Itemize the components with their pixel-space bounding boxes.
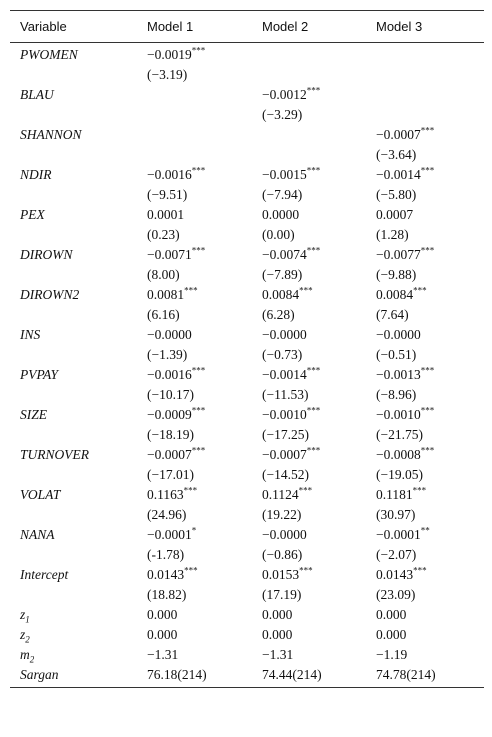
coefficient-value: −0.0016 <box>147 367 192 382</box>
coefficient-line <box>147 365 252 385</box>
significance-stars: *** <box>306 405 321 416</box>
model-1-cell <box>137 525 252 565</box>
coefficient-value: 0.1163 <box>147 487 184 502</box>
significance-stars: ** <box>420 525 430 536</box>
t-statistic: (−9.88) <box>376 267 417 282</box>
stat-value-model-3: 74.78(214) <box>366 665 484 688</box>
table-row <box>10 245 484 285</box>
table-row <box>10 365 484 405</box>
t-statistic: (8.00) <box>147 267 180 282</box>
t-statistic: (6.28) <box>262 307 295 322</box>
model-2-cell <box>252 565 366 605</box>
coefficient-value: 0.0153 <box>262 567 300 582</box>
stat-row <box>10 645 484 665</box>
header-model-2: Model 2 <box>252 11 366 43</box>
stat-name <box>10 605 137 625</box>
table-row <box>10 325 484 365</box>
coefficient-line <box>147 45 252 65</box>
model-3-cell <box>366 525 484 565</box>
model-3-cell <box>366 405 484 445</box>
variable-name: SHANNON <box>20 127 82 142</box>
significance-stars: *** <box>306 365 321 376</box>
table-row <box>10 85 484 125</box>
t-statistic: (−5.80) <box>376 187 417 202</box>
model-2-cell <box>252 245 366 285</box>
stat-name <box>10 625 137 645</box>
t-statistic: (−8.96) <box>376 387 417 402</box>
coefficient-line <box>376 485 484 505</box>
stat-row <box>10 605 484 625</box>
stat-value-model-1: 0.000 <box>147 627 178 642</box>
coefficient-line <box>262 45 366 65</box>
stat-name <box>10 665 137 688</box>
variable-name: PEX <box>20 207 45 222</box>
model-3-cell <box>366 165 484 205</box>
model-1-cell <box>137 245 252 285</box>
model-3-cell <box>366 365 484 405</box>
t-statistic: (−3.29) <box>262 107 303 122</box>
coefficient-line <box>376 285 484 305</box>
significance-stars: *** <box>412 485 427 496</box>
stat-subscript: 2 <box>29 654 35 665</box>
coefficient-line <box>262 245 366 265</box>
coefficient-value: −0.0007 <box>376 127 421 142</box>
coefficient-value: −0.0001 <box>147 527 192 542</box>
t-statistic <box>262 65 366 85</box>
coefficient-value: 0.0081 <box>147 287 185 302</box>
coefficient-line <box>262 405 366 425</box>
header-model-1: Model 1 <box>137 11 252 43</box>
coefficient-line <box>147 445 252 465</box>
t-statistic: (−21.75) <box>376 427 423 442</box>
coefficient-line <box>262 325 366 345</box>
model-3-cell <box>366 285 484 325</box>
model-2-cell <box>252 205 366 245</box>
coefficient-value: −0.0077 <box>376 247 421 262</box>
coefficient-value: 0.1124 <box>262 487 299 502</box>
model-3-cell <box>366 245 484 285</box>
stat-value-model-3: 0.000 <box>376 607 407 622</box>
coefficient-line <box>147 125 252 145</box>
coefficient-line <box>147 285 252 305</box>
model-2-cell <box>252 485 366 525</box>
stat-row <box>10 665 484 688</box>
coefficient-line <box>376 565 484 585</box>
coefficient-line <box>262 445 366 465</box>
coefficient-value: −0.0014 <box>376 167 421 182</box>
model-2-cell <box>252 85 366 125</box>
coefficient-line <box>262 205 366 225</box>
stat-symbol: z <box>20 627 26 642</box>
model-3-cell <box>366 205 484 245</box>
significance-stars: *** <box>299 565 313 576</box>
model-1-cell <box>137 285 252 325</box>
table-row <box>10 405 484 445</box>
significance-stars: *** <box>184 565 198 576</box>
stat-value-model-1: 76.18(214) <box>137 665 252 688</box>
significance-stars: *** <box>306 445 321 456</box>
t-statistic: (23.09) <box>376 587 416 602</box>
regression-table-container <box>10 10 484 688</box>
significance-stars: *** <box>420 165 435 176</box>
table-row <box>10 285 484 325</box>
header-row <box>10 11 484 43</box>
model-1-cell <box>137 565 252 605</box>
model-3-cell <box>366 125 484 165</box>
table-row <box>10 125 484 165</box>
significance-stars: *** <box>191 245 206 256</box>
stat-symbol: m <box>20 647 30 662</box>
t-statistic <box>147 145 252 165</box>
coefficient-line <box>147 165 252 185</box>
model-3-cell <box>366 85 484 125</box>
t-statistic: (24.96) <box>147 507 187 522</box>
coefficient-value: 0.0084 <box>262 287 300 302</box>
coefficient-line <box>262 525 366 545</box>
t-statistic: (−1.39) <box>147 347 188 362</box>
model-2-cell <box>252 165 366 205</box>
coefficient-line <box>376 205 484 225</box>
coefficient-value: −0.0016 <box>147 167 192 182</box>
coefficient-value: −0.0071 <box>147 247 192 262</box>
t-statistic: (−17.25) <box>262 427 309 442</box>
coefficient-line <box>147 485 252 505</box>
coefficient-line <box>376 445 484 465</box>
coefficient-line <box>262 565 366 585</box>
t-statistic: (−3.19) <box>147 67 188 82</box>
table-row <box>10 525 484 565</box>
coefficient-value: 0.1181 <box>376 487 413 502</box>
model-1-cell <box>137 445 252 485</box>
model-1-cell <box>137 485 252 525</box>
table-row <box>10 165 484 205</box>
coefficient-line <box>262 365 366 385</box>
t-statistic <box>262 145 366 165</box>
model-1-cell <box>137 85 252 125</box>
coefficient-value: −0.0000 <box>147 327 192 342</box>
coefficient-line <box>262 125 366 145</box>
significance-stars: *** <box>420 405 435 416</box>
model-1-cell <box>137 365 252 405</box>
header-model-3: Model 3 <box>366 11 484 43</box>
significance-stars: *** <box>420 445 435 456</box>
stat-value-model-3: 0.000 <box>376 627 407 642</box>
significance-stars: *** <box>191 45 206 56</box>
regression-table <box>10 10 484 688</box>
coefficient-value: −0.0009 <box>147 407 192 422</box>
significance-stars: *** <box>183 485 198 496</box>
coefficient-line <box>262 285 366 305</box>
coefficient-value: −0.0012 <box>262 87 307 102</box>
model-1-cell <box>137 405 252 445</box>
coefficient-value: −0.0000 <box>262 527 307 542</box>
significance-stars: *** <box>420 245 435 256</box>
variable-name: Intercept <box>20 567 69 582</box>
model-1-cell <box>137 43 252 86</box>
model-2-cell <box>252 125 366 165</box>
coefficient-line <box>147 85 252 105</box>
coefficient-value: 0.0084 <box>376 287 414 302</box>
significance-stars: *** <box>191 365 206 376</box>
t-statistic: (0.23) <box>147 227 180 242</box>
coefficient-value: −0.0007 <box>147 447 192 462</box>
coefficient-value: 0.0143 <box>147 567 185 582</box>
variable-name: SIZE <box>20 407 47 422</box>
model-3-cell <box>366 485 484 525</box>
significance-stars: *** <box>413 285 427 296</box>
t-statistic: (17.19) <box>262 587 302 602</box>
variable-name: VOLAT <box>20 487 61 502</box>
t-statistic: (−0.73) <box>262 347 303 362</box>
coefficient-value: −0.0013 <box>376 367 421 382</box>
t-statistic: (7.64) <box>376 307 409 322</box>
coefficient-line <box>262 485 366 505</box>
model-2-cell <box>252 445 366 485</box>
coefficient-value: 0.0143 <box>376 567 414 582</box>
table-row <box>10 565 484 605</box>
stat-symbol: z <box>20 607 26 622</box>
coefficient-value: −0.0000 <box>376 327 421 342</box>
variable-name: PWOMEN <box>20 47 78 62</box>
t-statistic: (−2.07) <box>376 547 417 562</box>
table-row <box>10 43 484 86</box>
significance-stars: *** <box>306 245 321 256</box>
t-statistic: (−19.05) <box>376 467 423 482</box>
stat-value-model-2: −1.31 <box>262 647 294 662</box>
variable-name: INS <box>20 327 41 342</box>
stat-value-model-2: 74.44(214) <box>252 665 366 688</box>
t-statistic: (−9.51) <box>147 187 188 202</box>
variable-name: TURNOVER <box>20 447 89 462</box>
t-statistic: (−0.51) <box>376 347 417 362</box>
t-statistic <box>147 105 252 125</box>
model-2-cell <box>252 525 366 565</box>
model-3-cell <box>366 43 484 86</box>
coefficient-value: −0.0074 <box>262 247 307 262</box>
coefficient-line <box>376 325 484 345</box>
model-2-cell <box>252 405 366 445</box>
table-row <box>10 485 484 525</box>
variable-name: NANA <box>20 527 55 542</box>
coefficient-line <box>147 205 252 225</box>
t-statistic: (1.28) <box>376 227 409 242</box>
coefficient-value: −0.0010 <box>262 407 307 422</box>
coefficient-value: −0.0001 <box>376 527 421 542</box>
t-statistic: (6.16) <box>147 307 180 322</box>
t-statistic: (−17.01) <box>147 467 194 482</box>
table-row <box>10 445 484 485</box>
t-statistic: (0.00) <box>262 227 295 242</box>
t-statistic: (−10.17) <box>147 387 194 402</box>
stat-value-model-3: −1.19 <box>376 647 408 662</box>
coefficient-line <box>376 125 484 145</box>
stat-row <box>10 625 484 645</box>
significance-stars: *** <box>298 485 313 496</box>
coefficient-line <box>147 525 252 545</box>
coefficient-line <box>262 85 366 105</box>
coefficient-line <box>147 245 252 265</box>
model-2-cell <box>252 365 366 405</box>
t-statistic: (−14.52) <box>262 467 309 482</box>
coefficient-line <box>262 165 366 185</box>
model-2-cell <box>252 325 366 365</box>
table-header <box>10 11 484 43</box>
model-1-cell <box>137 205 252 245</box>
t-statistic: (−18.19) <box>147 427 194 442</box>
coefficient-line <box>376 245 484 265</box>
coefficient-value: −0.0000 <box>262 327 307 342</box>
t-statistic <box>376 105 484 125</box>
significance-stars: *** <box>306 85 321 96</box>
stat-subscript: 1 <box>25 614 30 625</box>
model-3-cell <box>366 325 484 365</box>
significance-stars: *** <box>306 165 321 176</box>
model-3-cell <box>366 565 484 605</box>
variable-name: BLAU <box>20 87 54 102</box>
coefficient-value: −0.0015 <box>262 167 307 182</box>
coefficient-value: −0.0019 <box>147 47 192 62</box>
coefficient-value: −0.0008 <box>376 447 421 462</box>
model-1-cell <box>137 325 252 365</box>
significance-stars: *** <box>420 125 435 136</box>
coefficient-value: −0.0010 <box>376 407 421 422</box>
stat-subscript: 2 <box>25 634 30 645</box>
stat-name <box>10 645 137 665</box>
coefficient-line <box>147 565 252 585</box>
model-3-cell <box>366 445 484 485</box>
table-row <box>10 205 484 245</box>
stat-value-model-1: −1.31 <box>147 647 179 662</box>
stat-value-model-2: 0.000 <box>262 627 293 642</box>
coefficient-line <box>376 85 484 105</box>
t-statistic: (−0.86) <box>262 547 303 562</box>
model-2-cell <box>252 43 366 86</box>
coefficient-line <box>376 45 484 65</box>
significance-stars: *** <box>191 405 206 416</box>
stat-symbol: Sargan <box>20 667 59 682</box>
significance-stars: *** <box>413 565 427 576</box>
coefficient-value: 0.0000 <box>262 207 300 222</box>
t-statistic: (−7.89) <box>262 267 303 282</box>
variable-name: NDIR <box>20 167 52 182</box>
header-variable: Variable <box>10 11 137 43</box>
significance-stars: *** <box>184 285 198 296</box>
significance-stars: *** <box>299 285 313 296</box>
t-statistic: (−7.94) <box>262 187 303 202</box>
coefficient-value: 0.0007 <box>376 207 414 222</box>
model-1-cell <box>137 125 252 165</box>
coefficient-line <box>147 405 252 425</box>
variable-name: DIROWN2 <box>20 287 80 302</box>
coefficient-line <box>376 365 484 385</box>
t-statistic: (-1.78) <box>147 547 185 562</box>
stat-value-model-2: 0.000 <box>262 607 293 622</box>
variable-name: DIROWN <box>20 247 73 262</box>
table-body <box>10 43 484 688</box>
stat-value-model-1: 0.000 <box>147 607 178 622</box>
significance-stars: *** <box>191 165 206 176</box>
t-statistic: (19.22) <box>262 507 302 522</box>
coefficient-value: −0.0014 <box>262 367 307 382</box>
t-statistic: (18.82) <box>147 587 187 602</box>
t-statistic: (30.97) <box>376 507 416 522</box>
model-2-cell <box>252 285 366 325</box>
significance-stars: *** <box>420 365 435 376</box>
significance-stars: *** <box>191 445 206 456</box>
coefficient-line <box>376 525 484 545</box>
model-1-cell <box>137 165 252 205</box>
significance-stars: * <box>191 525 197 536</box>
t-statistic <box>376 65 484 85</box>
t-statistic: (−11.53) <box>262 387 309 402</box>
variable-name: PVPAY <box>20 367 59 382</box>
t-statistic: (−3.64) <box>376 147 417 162</box>
coefficient-line <box>147 325 252 345</box>
coefficient-line <box>376 165 484 185</box>
coefficient-value: 0.0001 <box>147 207 185 222</box>
coefficient-line <box>376 405 484 425</box>
coefficient-value: −0.0007 <box>262 447 307 462</box>
